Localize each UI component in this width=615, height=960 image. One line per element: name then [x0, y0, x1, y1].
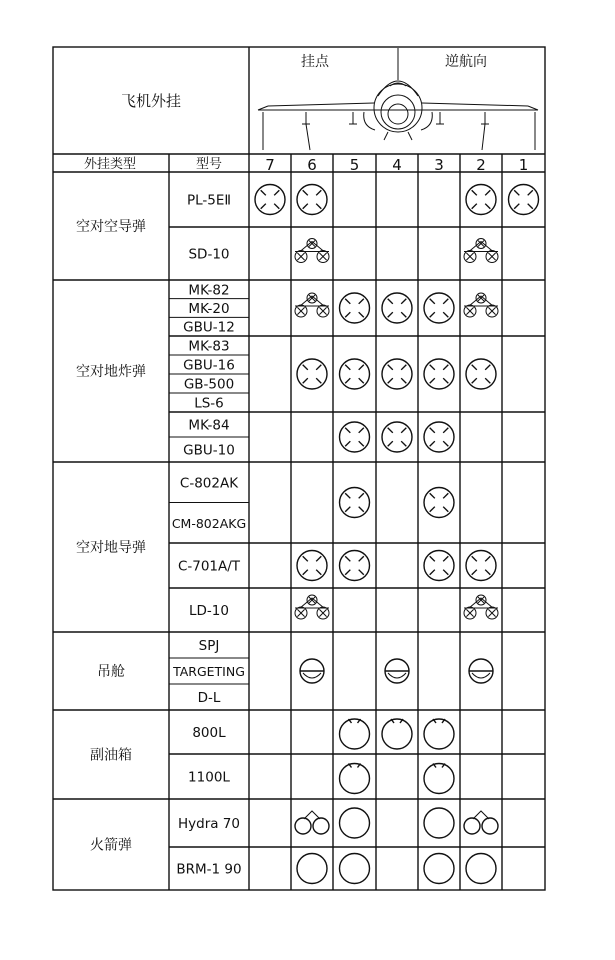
fuel-tank-icon	[340, 764, 370, 794]
missile-symbol-icon	[340, 488, 370, 518]
model-label: BRM-1 90	[176, 861, 242, 878]
store-type-label: 空对地导弹	[76, 540, 146, 556]
fuel-tank-icon	[424, 719, 454, 749]
model-label: GBU-10	[183, 442, 235, 459]
missile-symbol-icon	[340, 293, 370, 323]
missile-symbol-icon	[382, 293, 412, 323]
station-number-4: 4	[392, 156, 402, 174]
model-label: MK-83	[188, 338, 230, 355]
pod-symbol-icon	[385, 659, 409, 683]
missile-symbol-icon	[297, 551, 327, 581]
station-number-2: 2	[476, 156, 486, 174]
model-label: GBU-16	[183, 357, 235, 374]
missile-symbol-icon	[382, 422, 412, 452]
fuel-tank-icon	[424, 764, 454, 794]
station-number-7: 7	[265, 156, 275, 174]
missile-symbol-icon	[424, 551, 454, 581]
rocket-pod-icon	[424, 808, 454, 838]
store-type-label: 空对空导弹	[76, 219, 146, 235]
fuel-tank-icon	[382, 719, 412, 749]
model-header: 型号	[195, 157, 223, 172]
model-label: SD-10	[188, 246, 230, 263]
model-label: PL-5EⅡ	[186, 192, 232, 209]
model-label: MK-84	[188, 417, 230, 434]
model-label: SPJ	[198, 638, 220, 654]
station-number-3: 3	[434, 156, 444, 174]
missile-symbol-icon	[297, 185, 327, 215]
model-label: LS-6	[194, 395, 224, 412]
aircraft-stores-title: 飞机外挂	[120, 92, 182, 110]
missile-symbol-icon	[382, 359, 412, 389]
missile-symbol-icon	[424, 422, 454, 452]
missile-symbol-icon	[466, 185, 496, 215]
model-label: Hydra 70	[177, 816, 241, 832]
model-label: CM-802AKG	[171, 515, 247, 531]
missile-symbol-icon	[255, 185, 285, 215]
station-number-5: 5	[349, 156, 360, 174]
pod-symbol-icon	[469, 659, 493, 683]
rocket-pod-icon	[340, 808, 370, 838]
model-label: D-L	[197, 690, 221, 706]
rocket-pod-icon	[466, 854, 496, 884]
model-label: 800L	[192, 725, 226, 741]
triple-rack-icon	[464, 293, 498, 317]
missile-symbol-icon	[424, 488, 454, 518]
rocket-pod-icon	[424, 854, 454, 884]
missile-symbol-icon	[340, 359, 370, 389]
twin-rocket-pod-icon	[464, 811, 498, 834]
aircraft-front-view-icon	[258, 48, 538, 150]
rocket-pod-icon	[297, 854, 327, 884]
model-label: GBU-12	[183, 319, 235, 336]
triple-rack-icon	[464, 239, 498, 263]
missile-symbol-icon	[424, 293, 454, 323]
rocket-pod-icon	[340, 854, 370, 884]
model-label: C-802AK	[179, 475, 239, 492]
triple-rack-icon	[295, 595, 329, 619]
missile-symbol-icon	[509, 185, 539, 215]
triple-rack-icon	[464, 595, 498, 619]
station-number-6: 6	[307, 156, 317, 174]
missile-symbol-icon	[297, 359, 327, 389]
fuel-tank-icon	[340, 719, 370, 749]
model-label: C-701A/T	[177, 558, 241, 575]
missile-symbol-icon	[424, 359, 454, 389]
store-type-label: 空对地炸弹	[76, 364, 146, 380]
station-number-1: 1	[518, 156, 529, 174]
triple-rack-icon	[295, 239, 329, 263]
missile-symbol-icon	[466, 551, 496, 581]
heading-direction-label: 逆航向	[445, 54, 487, 70]
pod-symbol-icon	[300, 659, 324, 683]
hardpoints-label: 挂点	[301, 54, 329, 70]
model-label: GB-500	[183, 376, 235, 393]
model-label: TARGETING	[173, 664, 245, 679]
model-label: MK-20	[188, 301, 230, 317]
missile-symbol-icon	[340, 551, 370, 581]
store-type-label: 火箭弹	[90, 837, 132, 854]
model-label: LD-10	[189, 603, 229, 619]
missile-symbol-icon	[466, 359, 496, 389]
triple-rack-icon	[295, 293, 329, 317]
store-type-label: 副油箱	[90, 747, 132, 764]
store-type-label: 吊舱	[97, 664, 125, 680]
twin-rocket-pod-icon	[295, 811, 329, 834]
model-label: 1100L	[188, 769, 230, 786]
store-type-header: 外挂类型	[83, 157, 137, 172]
missile-symbol-icon	[340, 422, 370, 452]
table-border	[53, 47, 545, 890]
model-label: MK-82	[188, 282, 230, 299]
